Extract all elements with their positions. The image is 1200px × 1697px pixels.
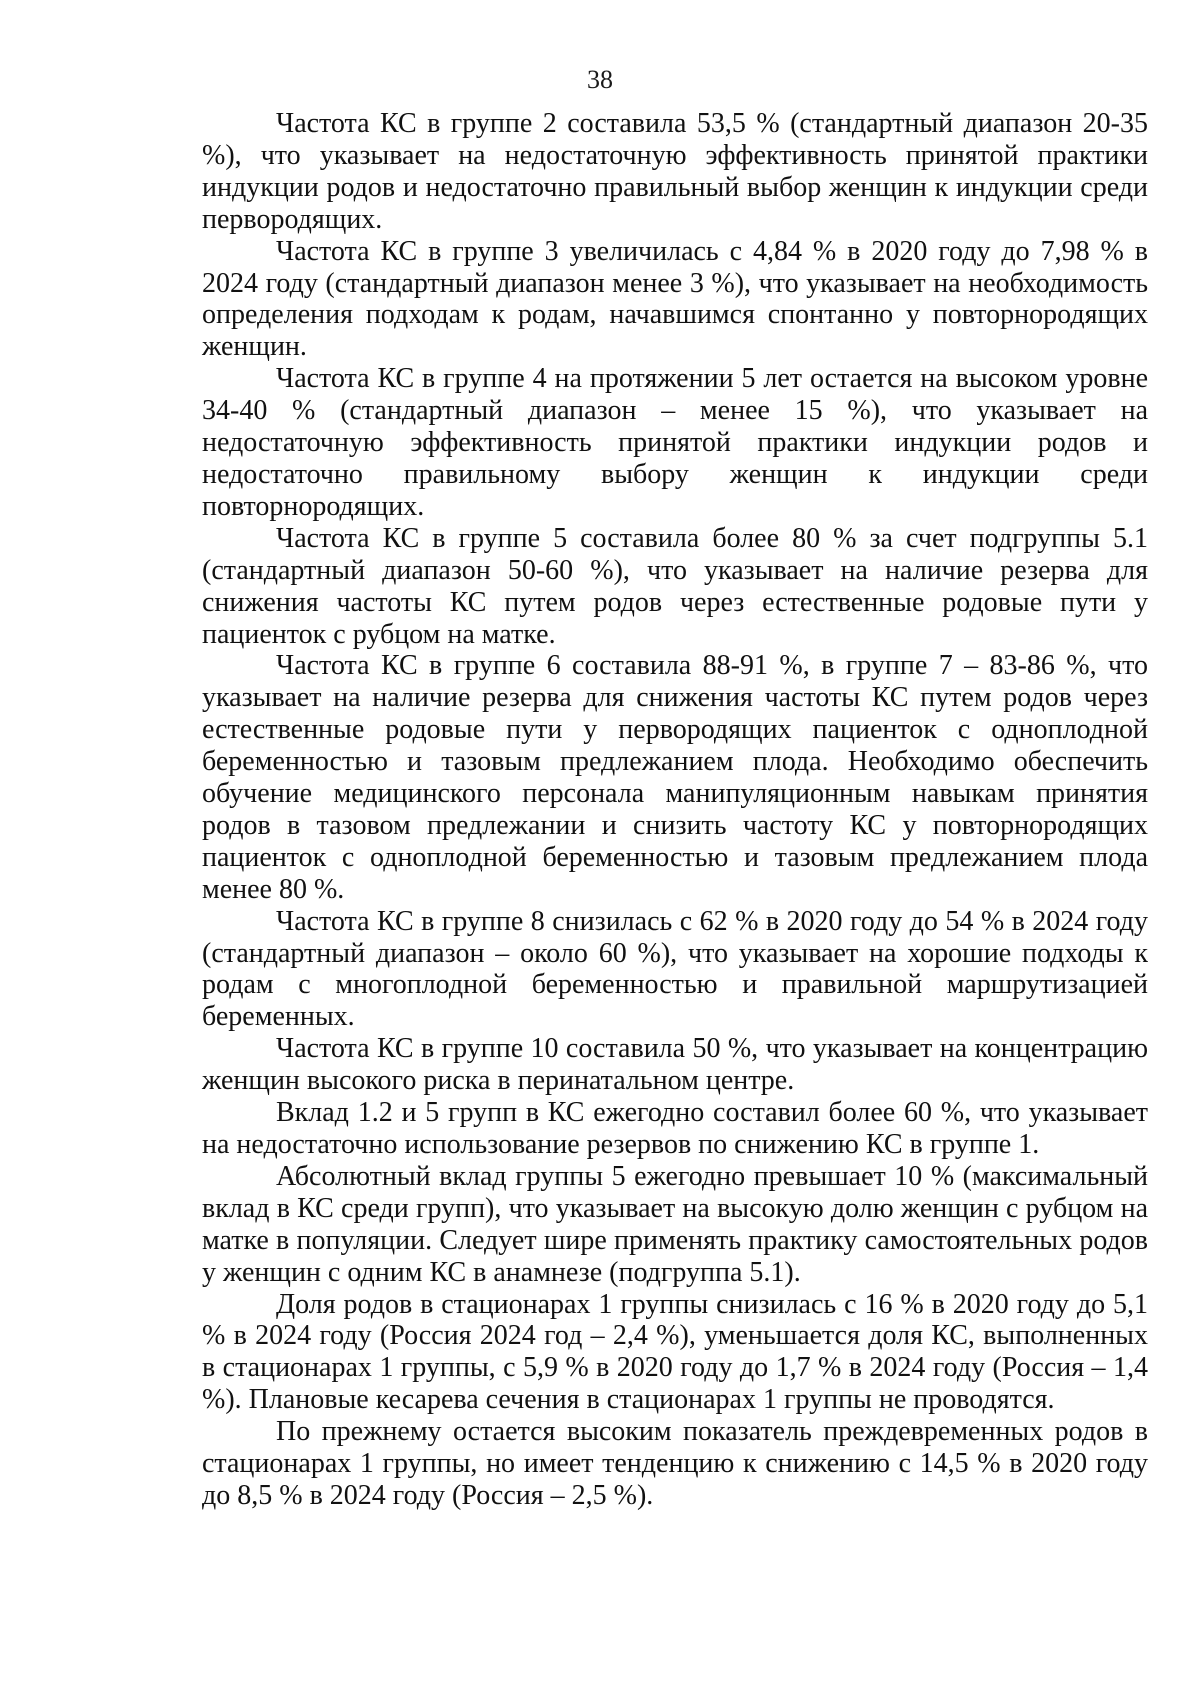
- paragraph-group-4: Частота КС в группе 4 на протяжении 5 лет остается на высоком уровне 34-40 % (стандартный диапазон – менее 15 %), что указывает на недостаточную эффективность принятой практики индукции родов и недостаточно правильному выбору женщин к индукции среди повторнородящих.: [202, 363, 1148, 522]
- paragraph-group-3: Частота КС в группе 3 увеличилась с 4,84 % в 2020 году до 7,98 % в 2024 году (стандартный диапазон менее 3 %), что указывает на необходимость определения подходам к родам, начавшимся спонтанно у повторнородящих женщин.: [202, 235, 1148, 363]
- paragraph-absolute-contribution-5: Абсолютный вклад группы 5 ежегодно превышает 10 % (максимальный вклад в КС среди групп), что указывает на высокую долю женщин с рубцом на матке в популяции. Следует шире применять практику самостоятельных родов у женщин с одним КС в анамнезе (подгруппа 5.1).: [202, 1160, 1148, 1288]
- paragraph-level-1-hospitals: Доля родов в стационарах 1 группы снизилась с 16 % в 2020 году до 5,1 % в 2024 году (Россия 2024 год – 2,4 %), уменьшается доля КС, выполненных в стационарах 1 группы, с 5,9 % в 2020 году до 1,7 % в 2024 году (Россия – 1,4 %). Плановые кесарева сечения в стационарах 1 группы не проводятся.: [202, 1288, 1148, 1416]
- paragraph-group-10: Частота КС в группе 10 составила 50 %, что указывает на концентрацию женщин высокого риска в перинатальном центре.: [202, 1033, 1148, 1097]
- paragraph-group-8: Частота КС в группе 8 снизилась с 62 % в 2020 году до 54 % в 2024 году (стандартный диапазон – около 60 %), что указывает на хорошие подходы к родам с многоплодной беременностью и правильной маршрутизацией беременных.: [202, 905, 1148, 1033]
- paragraph-preterm-births: По прежнему остается высоким показатель преждевременных родов в стационарах 1 группы, но имеет тенденцию к снижению с 14,5 % в 2020 году до 8,5 % в 2024 году (Россия – 2,5 %).: [202, 1416, 1148, 1511]
- paragraph-group-2: Частота КС в группе 2 составила 53,5 % (стандартный диапазон 20-35 %), что указывает на недостаточную эффективность принятой практики индукции родов и недостаточно правильный выбор женщин к индукции среди первородящих.: [202, 108, 1148, 235]
- paragraph-group-5: Частота КС в группе 5 составила более 80 % за счет подгруппы 5.1 (стандартный диапазон 50-60 %), что указывает на наличие резерва для снижения частоты КС путем родов через естественные родовые пути у пациенток с рубцом на матке.: [202, 522, 1148, 650]
- paragraph-groups-6-7: Частота КС в группе 6 составила 88-91 %, в группе 7 – 83-86 %, что указывает на наличие резерва для снижения частоты КС путем родов через естественные родовые пути у первородящих пациенток с одноплодной беременностью и тазовым предлежанием плода. Необходимо обеспечить обучение медицинского персонала манипуляционным навыкам принятия родов в тазовом предлежании и снизить частоту КС у повторнородящих пациенток с одноплодной беременностью и тазовым предлежанием плода менее 80 %.: [202, 650, 1148, 905]
- document-body: [202, 108, 1148, 1512]
- paragraph-contribution-1-2-5: Вклад 1.2 и 5 групп в КС ежегодно составил более 60 %, что указывает на недостаточно использование резервов по снижению КС в группе 1.: [202, 1097, 1148, 1160]
- page-number: 38: [587, 65, 613, 94]
